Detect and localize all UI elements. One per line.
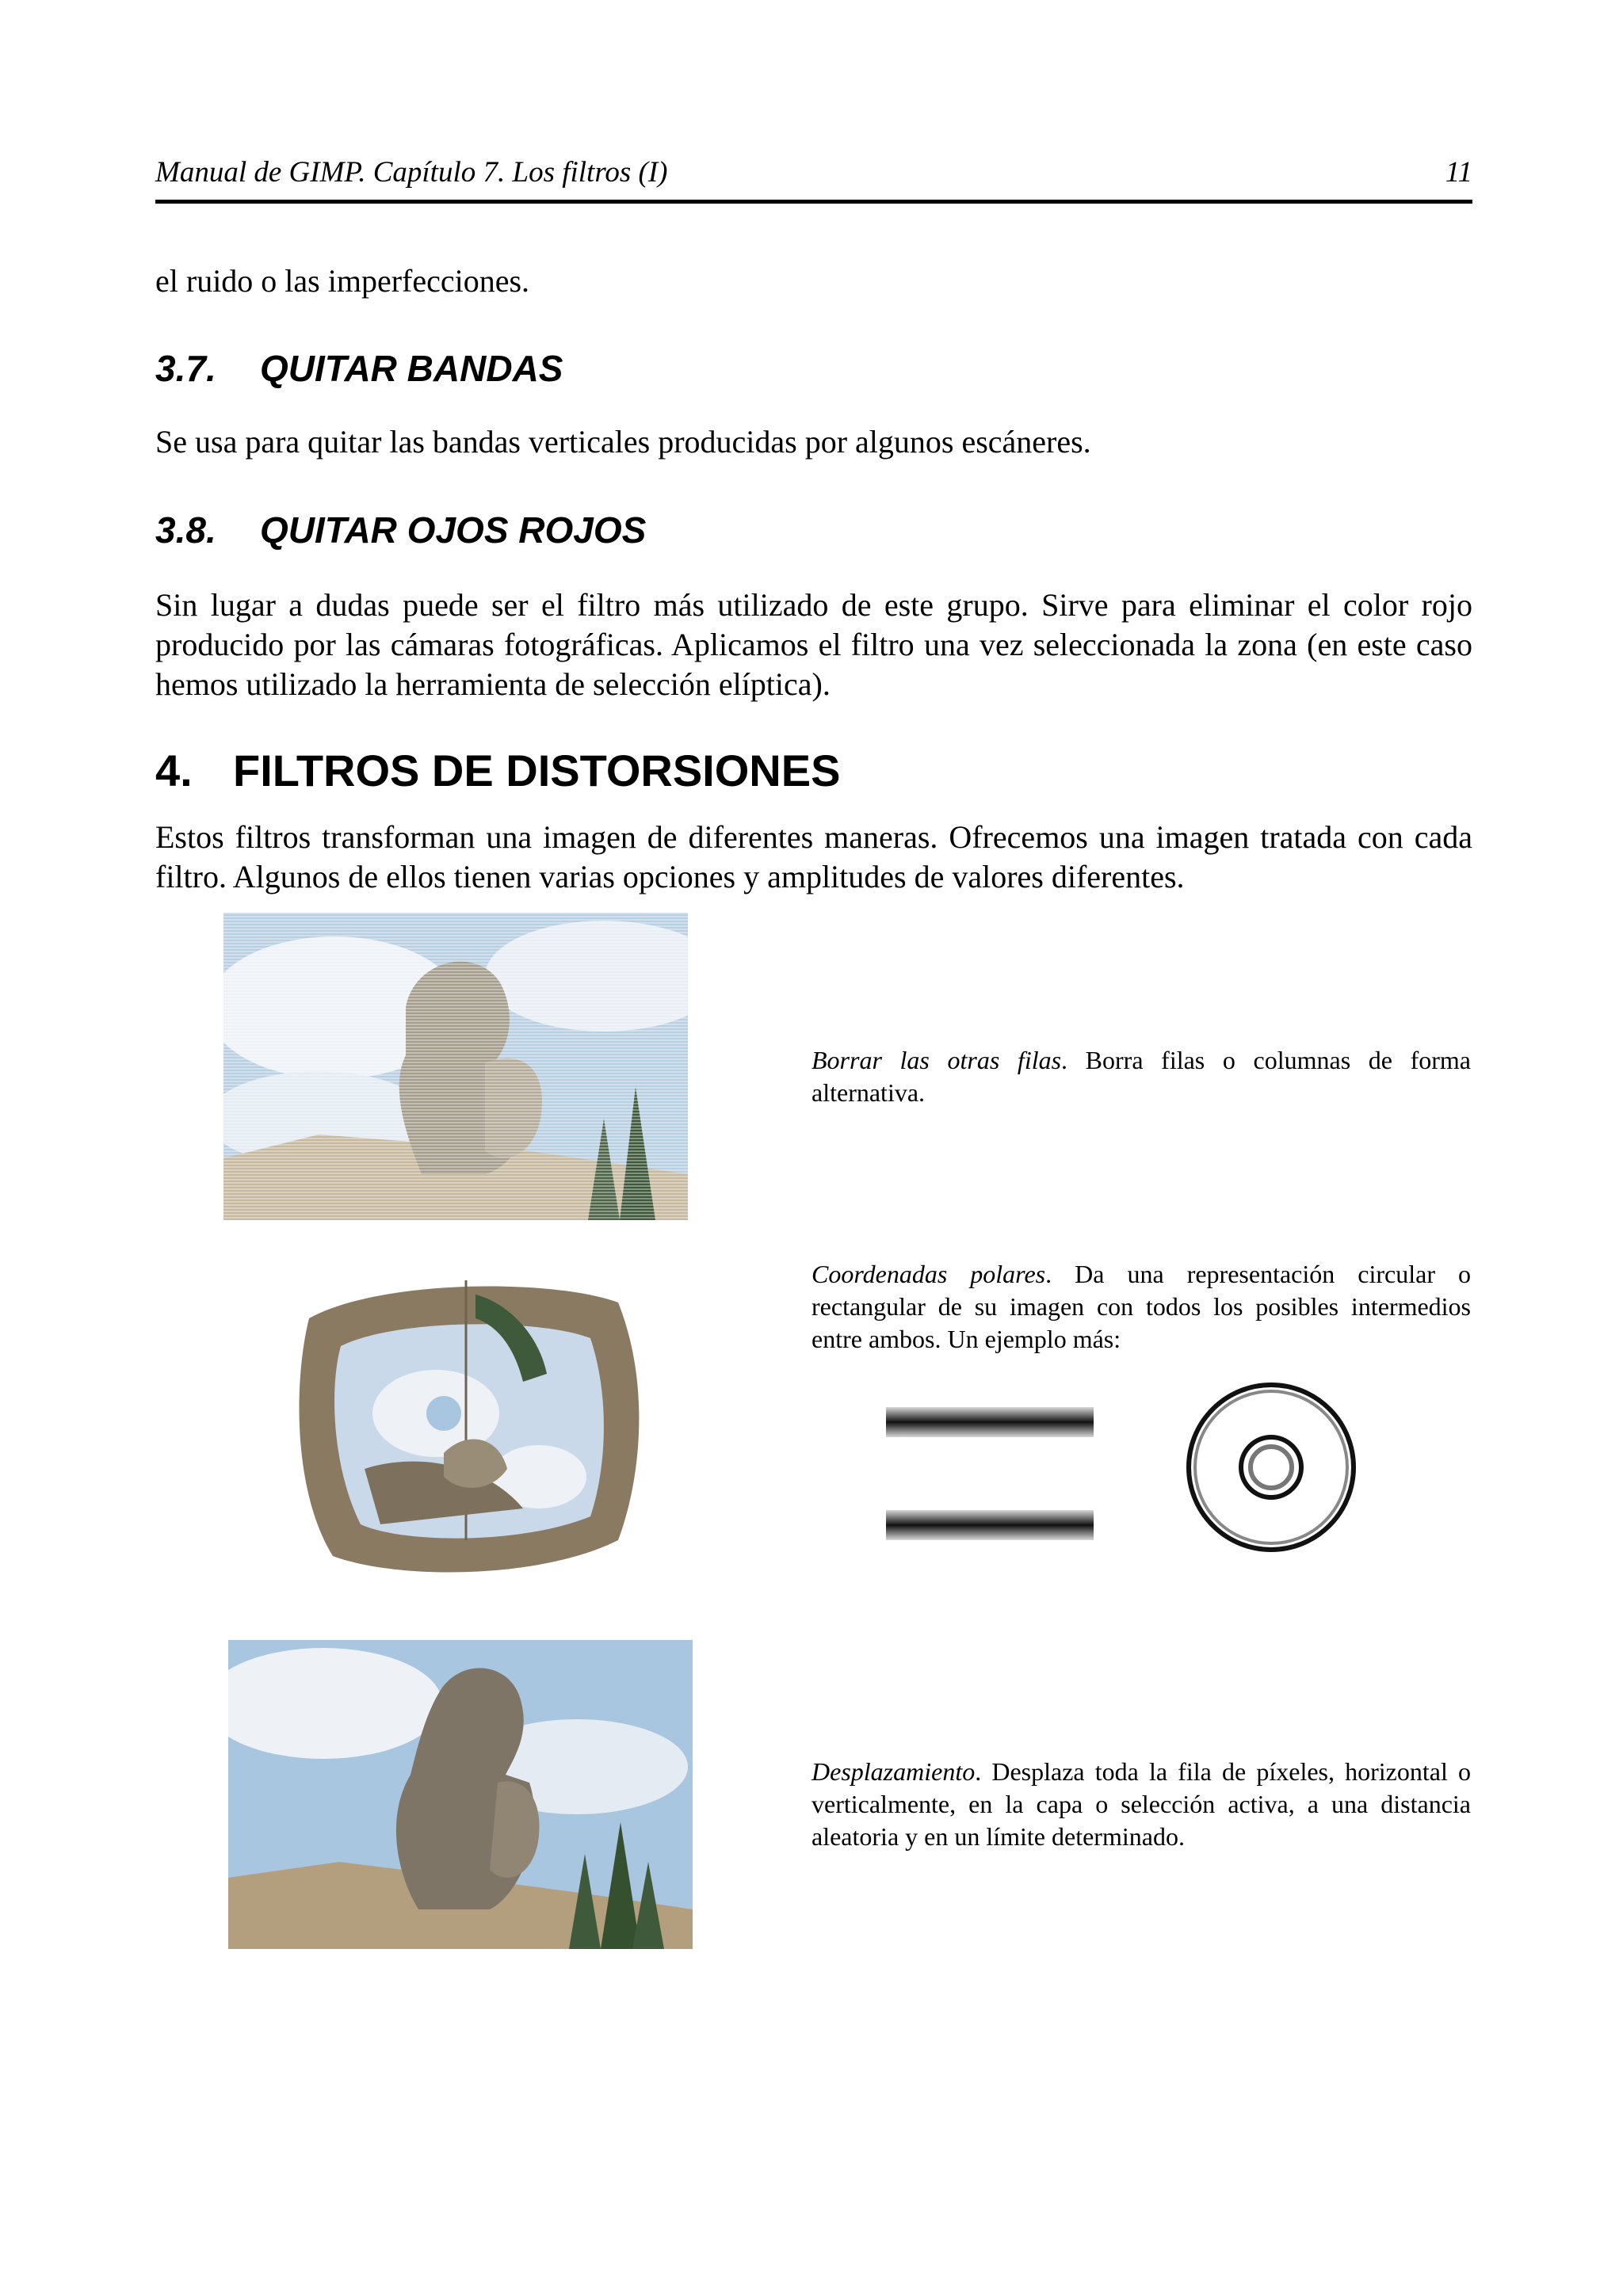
section-number: 3.8.: [155, 509, 216, 551]
filter-description: . Borra filas o columnas de forma alternativa.: [812, 1046, 1471, 1107]
example-concentric-rings: [1173, 1371, 1363, 1561]
section-4-heading: [155, 745, 840, 796]
section-3-8-heading: [155, 509, 646, 551]
section-title: QUITAR OJOS ROJOS: [260, 509, 647, 551]
section-4-text: Estos filtros transforman una imagen de diferentes maneras. Ofrecemos una imagen tratada con cada filtro. Algunos de ellos tienen varias opciones y amplitudes de valores diferentes.: [155, 819, 1472, 894]
page-number: 11: [1445, 156, 1472, 189]
section-title: QUITAR BANDAS: [260, 348, 563, 389]
section-number: 3.7.: [155, 348, 216, 389]
section-number: 4.: [155, 746, 193, 795]
example-horizontal-bars: [886, 1407, 1094, 1543]
filter-description: . Desplaza toda la fila de píxeles, horizontal o verticalmente, en la capa o selección activa, a una distancia aleatoria y en un límite determinado.: [812, 1757, 1471, 1851]
filter-description: . Da una representación circular o rectangular de su imagen con todos los posibles intermedios entre ambos. Un ejemplo más:: [812, 1260, 1472, 1353]
intro-line: el ruido o las imperfecciones.: [155, 263, 530, 299]
section-3-7-text: Se usa para quitar las bandas verticales producidas por algunos escáneres.: [155, 424, 1091, 460]
section-3-8-text: Sin lugar a dudas puede ser el filtro más utilizado de este grupo. Sirve para eliminar el color rojo producido por las cámaras fotográficas. Aplicamos el filtro una vez seleccionada la zona (en este caso hemos utilizado la herramienta de selección elíptica).: [155, 587, 1472, 702]
figure-desplazamiento-caption: [812, 1756, 1471, 1853]
page-header: [155, 152, 1472, 204]
figure-borrar-filas-image: [223, 913, 688, 1220]
header-title: Manual de GIMP. Capítulo 7. Los filtros (I): [155, 156, 668, 189]
filter-name: Borrar las otras filas: [812, 1046, 1062, 1074]
figure-coordenadas-polares-caption: [812, 1258, 1471, 1356]
filter-name: Desplazamiento: [812, 1757, 976, 1786]
figure-coordenadas-polares-image: [285, 1271, 647, 1580]
filter-name: Coordenadas polares: [812, 1260, 1046, 1288]
figure-borrar-filas-caption: [812, 1044, 1471, 1109]
figure-desplazamiento-image: [228, 1640, 693, 1949]
section-title: FILTROS DE DISTORSIONES: [233, 746, 841, 795]
section-3-7-heading: [155, 347, 563, 390]
